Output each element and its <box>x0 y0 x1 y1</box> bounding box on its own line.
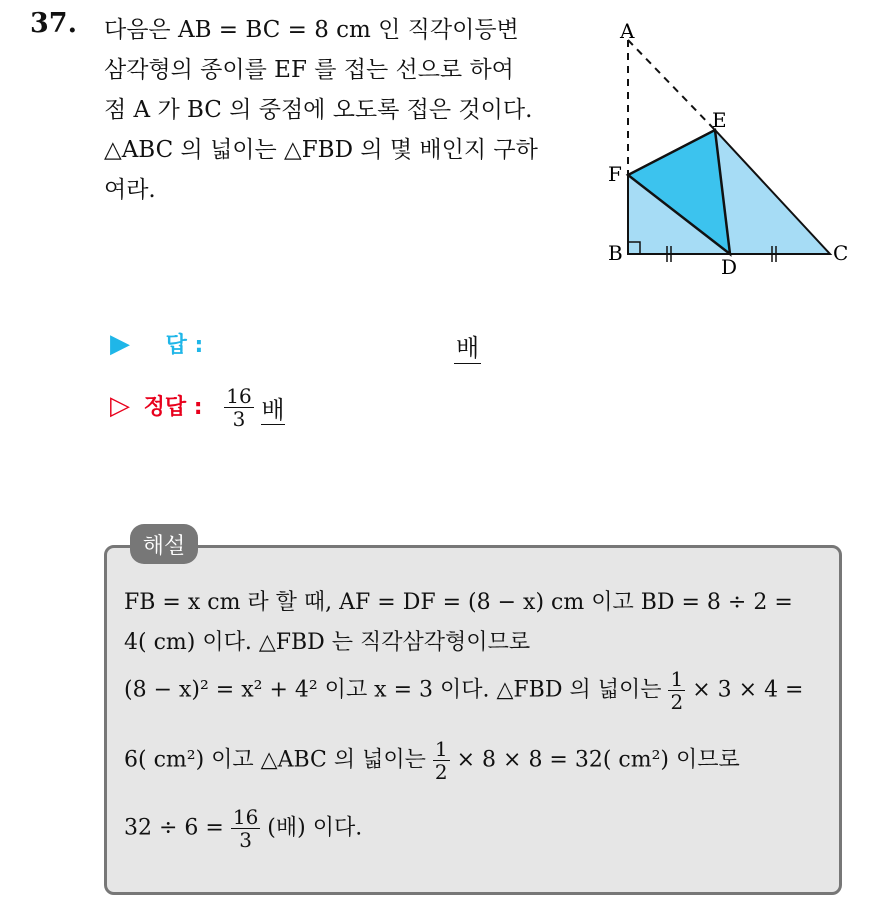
solution-line-1: FB = x cm 라 할 때, AF = DF = (8 − x) cm 이고 BD = 8 ÷ 2 = <box>124 590 793 615</box>
play-triangle-icon: ▶ <box>110 329 130 359</box>
fraction-numerator: 16 <box>226 384 252 408</box>
solution-line-4 <box>124 738 834 783</box>
label-c: C <box>833 241 849 265</box>
folded-triangle-figure <box>600 18 860 288</box>
label-d: D <box>721 255 738 279</box>
solution-line-3 <box>124 668 834 713</box>
solution-line-5 <box>124 806 834 851</box>
label-b: B <box>608 241 623 265</box>
question-text <box>104 10 584 210</box>
solution-line-4-tail: × 8 × 8 = 32( cm²) 이므로 <box>456 747 740 773</box>
solution-line-5-tail: (배) 이다. <box>267 815 363 841</box>
final-denominator: 3 <box>239 828 252 852</box>
correct-answer-row <box>110 385 285 430</box>
solution-line-5-text: 32 ÷ 6 = <box>124 815 224 841</box>
fraction-denominator: 3 <box>232 407 246 431</box>
label-f: F <box>608 162 622 186</box>
solution-line-3-text: (8 − x)² = x² + 4² 이고 x = 3 이다. △FBD 의 넓이는 <box>124 677 662 703</box>
label-a: A <box>620 19 635 43</box>
half-denominator-2: 2 <box>434 760 448 784</box>
half-fraction-2 <box>433 738 450 783</box>
solution-line-4-text: 6( cm²) 이고 △ABC 의 넓이는 <box>124 747 426 773</box>
half-numerator-2: 1 <box>434 737 448 761</box>
solution-line-2: 4( cm) 이다. △FBD 는 직각삼각형이므로 <box>124 630 531 655</box>
half-fraction <box>668 668 685 713</box>
half-numerator: 1 <box>670 667 684 691</box>
half-denominator: 2 <box>670 690 684 714</box>
label-e: E <box>712 108 727 132</box>
correct-answer-fraction <box>224 385 253 430</box>
solution-tab: 해설 <box>130 524 198 564</box>
final-fraction <box>231 806 260 851</box>
solution-line-3-tail: × 3 × 4 = <box>692 677 804 703</box>
correct-answer-unit: 배 <box>261 396 285 424</box>
answer-row <box>110 328 203 359</box>
answer-blank[interactable]: 배 <box>454 328 481 364</box>
final-numerator: 16 <box>232 805 259 829</box>
question-number: 37. <box>30 8 77 39</box>
dashed-ac <box>628 40 715 130</box>
question-line-5: 여라. <box>104 177 156 203</box>
outline-triangle-icon: ▷ <box>110 391 130 421</box>
question-line-1: 다음은 AB = BC = 8 cm 인 직각이등변 <box>104 17 519 43</box>
question-line-4: △ABC 의 넓이는 △FBD 의 몇 배인지 구하 <box>104 137 538 163</box>
question-line-3: 점 A 가 BC 의 중점에 오도록 접은 것이다. <box>104 97 533 123</box>
correct-answer-label: 정답 : <box>143 395 203 420</box>
question-line-2: 삼각형의 종이를 EF 를 접는 선으로 하여 <box>104 57 514 83</box>
answer-label: 답 : <box>165 333 204 358</box>
